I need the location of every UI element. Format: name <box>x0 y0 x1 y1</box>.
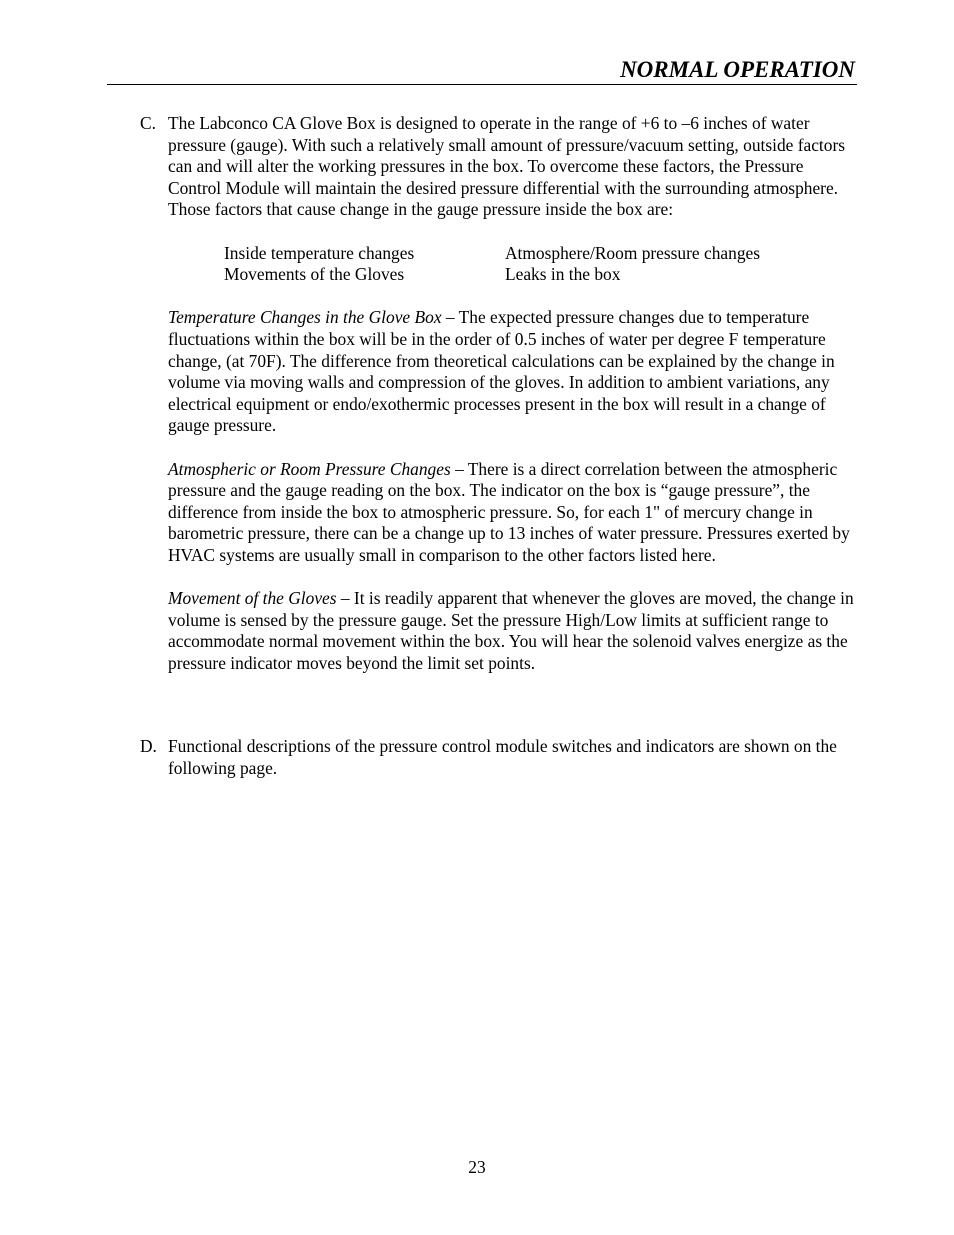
gloves-term: Movement of the Gloves <box>168 588 337 609</box>
section-c-body <box>168 113 858 674</box>
page-header-title: NORMAL OPERATION <box>620 57 855 82</box>
temperature-text: – The expected pressure changes due to temperature fluctuations within the box will be in the order of 0.5 inches of water per degree F temperature change, (at 70F). The difference from theoretical calculations can be explained by the change in volume via moving walls and compression of the gloves. In addition to ambient variations, any electrical equipment or endo/exothermic processes present in the box will result in a change of gauge pressure. <box>168 307 835 436</box>
page-number: 23 <box>468 1157 486 1177</box>
header-rule <box>107 84 857 85</box>
temperature-paragraph <box>168 307 858 437</box>
factor-item: Movements of the Gloves <box>224 264 405 285</box>
factor-item: Atmosphere/Room pressure changes <box>505 242 761 263</box>
section-c <box>140 113 858 674</box>
atmospheric-paragraph <box>168 459 858 567</box>
section-d-text: Functional descriptions of the pressure control module switches and indicators are shown on the following page. <box>168 736 837 778</box>
temperature-term: Temperature Changes in the Glove Box <box>168 307 442 328</box>
section-c-letter: C. <box>140 113 156 133</box>
section-d <box>140 736 858 779</box>
section-d-body <box>168 736 858 779</box>
factor-item: Leaks in the box <box>505 264 621 285</box>
atmospheric-text: – There is a direct correlation between the atmospheric pressure and the gauge reading on the box. The indicator on the box is “gauge pressure”, the difference from inside the box to atmospheric pressure. So, for each 1" of mercury change in barometric pressure, there can be a change up to 13 inches of water pressure. Pressures exerted by HVAC systems are usually small in comparison to the other factors listed here. <box>168 458 850 565</box>
section-d-letter: D. <box>140 736 157 756</box>
section-c-intro: The Labconco CA Glove Box is designed to operate in the range of +6 to –6 inches of water pressure (gauge). With such a relatively small amount of pressure/vacuum setting, outside factors can and will alter the working pressures in the box. To overcome these factors, the Pressure Control Module will maintain the desired pressure differential with the surrounding atmosphere. Those factors that cause change in the gauge pressure inside the box are: <box>168 113 846 220</box>
atmospheric-term: Atmospheric or Room Pressure Changes <box>168 458 451 479</box>
gloves-text: – It is readily apparent that whenever the gloves are moved, the change in volume is sensed by the pressure gauge. Set the pressure High/Low limits at sufficient range to accommodate normal movement within the box. You will hear the solenoid valves energize as the pressure indicator moves beyond the limit set points. <box>168 588 854 673</box>
factors-list <box>224 243 858 286</box>
factor-item: Inside temperature changes <box>224 242 415 263</box>
gloves-paragraph <box>168 588 858 674</box>
